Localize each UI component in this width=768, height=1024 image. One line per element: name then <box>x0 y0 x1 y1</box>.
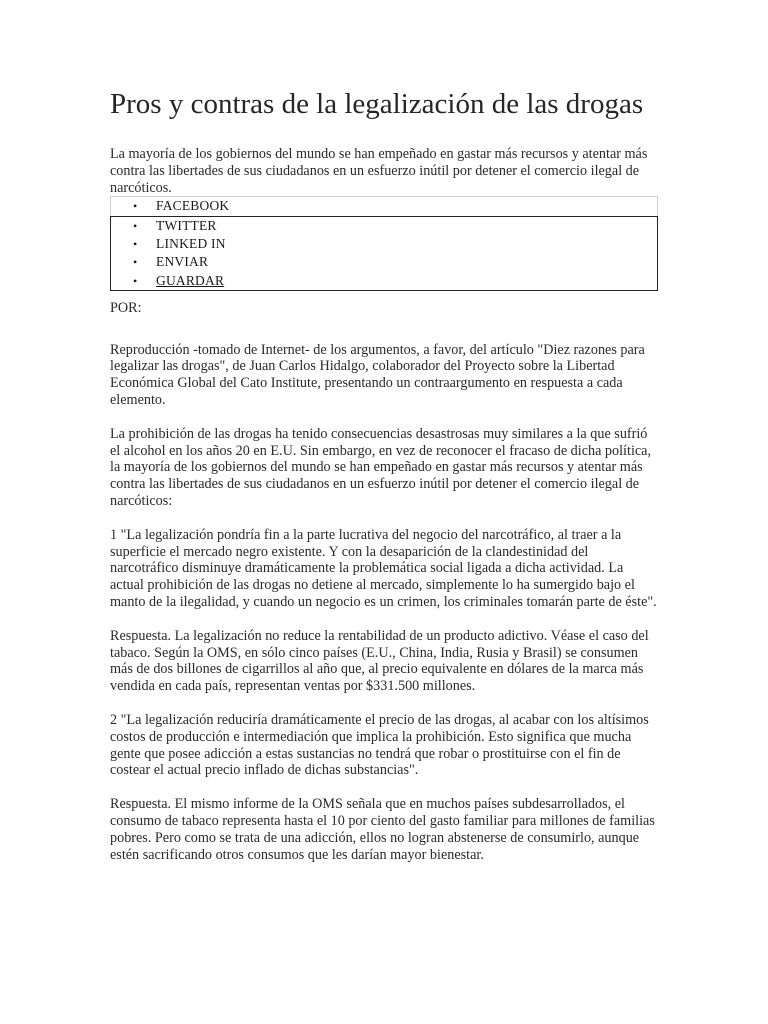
share-list <box>110 196 658 290</box>
article <box>110 88 660 863</box>
bullet-icon: • <box>133 273 138 288</box>
share-item-linkedin[interactable] <box>111 235 657 253</box>
body-paragraph: 2 "La legalización reduciría dramáticamente el precio de las drogas, al acabar con los altísimos costos de producción e intermediación que implica la prohibición. Esto significa que mucha gente que posee adicción a estas sustancias no tendrá que robar o prostituirse con el fin de costear el actual precio inflado de dichas substancias". <box>110 712 649 779</box>
byline: POR: <box>110 299 142 316</box>
share-label-facebook[interactable]: FACEBOOK <box>156 198 230 214</box>
share-item-guardar[interactable] <box>111 272 657 290</box>
share-label-twitter[interactable]: TWITTER <box>156 217 217 233</box>
bullet-icon: • <box>133 218 138 233</box>
bullet-icon: • <box>133 236 138 251</box>
share-item-facebook[interactable] <box>110 196 658 215</box>
body-paragraph: Respuesta. El mismo informe de la OMS señala que en muchos países subdesarrollados, el consumo de tabaco representa hasta el 10 por ciento del gasto familiar para millones de familias pobres. Pero como se trata de una adicción, ellos no logran abstenerse de consumirlo, aunque estén sacrificando otros consumos que les darían mayor bienestar. <box>110 796 655 863</box>
body-paragraph: La prohibición de las drogas ha tenido consecuencias desastrosas muy similares a la que sufrió el alcohol en los años 20 en E.U. Sin embargo, en vez de reconocer el fracaso de dicha política, la mayoría de los gobiernos del mundo se han empeñado en gastar más recursos y atentar más contra las libertades de sus ciudadanos en un esfuerzo inútil por detener el comercio ilegal de narcóticos: <box>110 425 652 510</box>
share-label-guardar[interactable]: GUARDAR <box>156 272 225 288</box>
bullet-icon: • <box>133 255 138 270</box>
share-label-linkedin[interactable]: LINKED IN <box>156 235 226 251</box>
share-item-enviar[interactable] <box>111 253 657 271</box>
article-intro: La mayoría de los gobiernos del mundo se han empeñado en gastar más recursos y atentar más contra las libertades de sus ciudadanos en un esfuerzo inútil por detener el comercio ilegal de narcóticos. <box>110 146 648 196</box>
share-label-enviar[interactable]: ENVIAR <box>156 254 209 270</box>
bullet-icon: • <box>133 199 138 214</box>
body-paragraph: 1 "La legalización pondría fin a la parte lucrativa del negocio del narcotráfico, al traer a la superficie el mercado negro existente. Y con la desaparición de la clandestinidad del narcotráfico disminuye dramáticamente la problemática social ligada a dicha actividad. La actual prohibición de las drogas no detiene al mercado, simplemente lo ha sumergido bajo el manto de la ilegalidad, y cuando un negocio es un crimen, los criminales tomarán parte de éste". <box>110 526 657 611</box>
article-title: Pros y contras de la legalización de las drogas <box>110 88 644 120</box>
body-paragraph: Reproducción -tomado de Internet- de los argumentos, a favor, del artículo "Diez razones para legalizar las drogas", de Juan Carlos Hidalgo, colaborador del Proyecto sobre la Libertad Económica Global del Cato Institute, presentando un contraargumento en respuesta a cada elemento. <box>110 341 645 409</box>
share-group <box>110 216 658 291</box>
share-item-twitter[interactable] <box>111 217 657 235</box>
body-paragraph: Respuesta. La legalización no reduce la rentabilidad de un producto adictivo. Véase el caso del tabaco. Según la OMS, en sólo cinco países (E.U., China, India, Rusia y Brasil) se consumen más de dos billones de cigarrillos al año que, al precio equivalente en dólares de la marca más vendida en cada país, representan ventas por $331.500 millones. <box>110 627 649 695</box>
